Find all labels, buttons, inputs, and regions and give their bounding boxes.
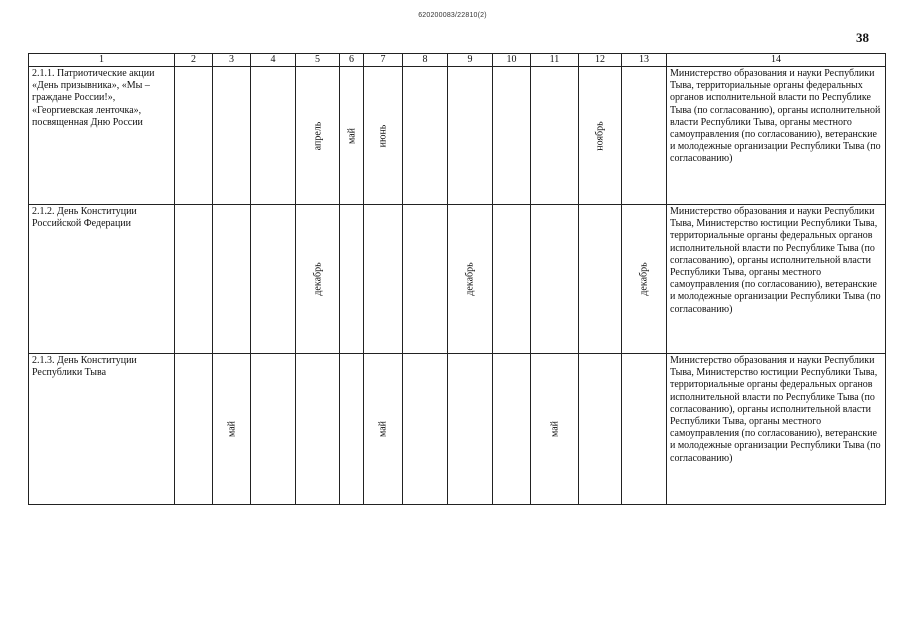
responsible-cell [667, 354, 886, 505]
month-label: май [377, 420, 389, 438]
column-number: 5 [296, 54, 340, 67]
column-number: 14 [667, 54, 886, 67]
month-cell [493, 205, 531, 354]
month-cell [622, 205, 667, 354]
event-cell [29, 205, 175, 354]
month-cell [340, 67, 364, 205]
month-label: декабрь [312, 262, 323, 296]
month-cell [296, 354, 340, 505]
month-cell [340, 205, 364, 354]
table-row [29, 354, 886, 505]
event-plan-table [28, 53, 886, 505]
event-name: 2.1.3. День Конституции Республики Тыва [32, 355, 137, 379]
month-cell [213, 205, 251, 354]
month-cell [448, 205, 493, 354]
month-cell [175, 205, 213, 354]
event-cell [29, 67, 175, 205]
month-cell [213, 354, 251, 505]
month-label: май [549, 420, 560, 438]
responsible-cell [667, 67, 886, 205]
column-number: 6 [340, 54, 364, 67]
responsible-text: Министерство образования и науки Республики Тыва, территориальные органы федеральных органов исполнительной власти по Республике Тыва (по согласованию), органы исполнительной власти Республики Тыва, органы местного самоуправления (по согласованию), ветеранские и молодежные организации Республики Тыва (по согласованию) [670, 68, 881, 165]
column-number: 3 [213, 54, 251, 67]
month-label: июнь [377, 124, 389, 147]
column-number: 1 [29, 54, 175, 67]
month-cell [622, 67, 667, 205]
month-cell [296, 67, 340, 205]
responsible-text: Министерство образования и науки Республики Тыва, Министерство юстиции Республики Тыва, территориальные органы федеральных органов исполнительной власти по Республике Тыва (по согласованию), органы исполнительной власти Республики Тыва, органы местного самоуправления (по согласованию), ветеранские и молодежные организации Республики Тыва (по согласованию) [670, 206, 881, 315]
month-cell [340, 354, 364, 505]
month-label: декабрь [638, 262, 650, 296]
table-row [29, 205, 886, 354]
responsible-text: Министерство образования и науки Республики Тыва, Министерство юстиции Республики Тыва, территориальные органы федеральных органов исполнительной власти по Республике Тыва (по согласованию), органы исполнительной власти Республики Тыва, органы местного самоуправления (по согласованию), ветеранские и молодежные организации Республики Тыва (по согласованию) [670, 355, 881, 464]
month-cell [448, 67, 493, 205]
month-cell [296, 205, 340, 354]
month-cell [493, 67, 531, 205]
column-number: 7 [364, 54, 403, 67]
month-cell [251, 205, 296, 354]
month-cell [579, 205, 622, 354]
month-cell [213, 67, 251, 205]
month-cell [531, 205, 579, 354]
month-label: май [226, 420, 237, 438]
month-cell [251, 354, 296, 505]
month-cell [493, 354, 531, 505]
month-label: апрель [312, 121, 323, 150]
column-number: 2 [175, 54, 213, 67]
month-cell [403, 354, 448, 505]
month-cell [175, 67, 213, 205]
column-number: 12 [579, 54, 622, 67]
table-row [29, 67, 886, 205]
month-cell [579, 67, 622, 205]
month-cell [579, 354, 622, 505]
month-label: декабрь [464, 262, 476, 296]
month-cell [531, 354, 579, 505]
responsible-cell [667, 205, 886, 354]
month-cell [364, 354, 403, 505]
column-number-row [29, 54, 886, 67]
month-cell [531, 67, 579, 205]
month-cell [448, 354, 493, 505]
month-cell [251, 67, 296, 205]
document-code: 620200083/22810(2) [418, 12, 487, 19]
event-name: 2.1.2. День Конституции Российской Федерации [32, 206, 137, 230]
column-number: 4 [251, 54, 296, 67]
event-name: 2.1.1. Патриотические акции «День призывника», «Мы – граждане России!», «Георгиевская ленточка», посвященная Дню России [32, 68, 155, 128]
month-label: ноябрь [594, 120, 606, 151]
column-number: 10 [493, 54, 531, 67]
column-number: 13 [622, 54, 667, 67]
column-number: 9 [448, 54, 493, 67]
month-label: май [346, 127, 357, 144]
page-number: 38 [856, 30, 869, 45]
event-cell [29, 354, 175, 505]
month-cell [175, 354, 213, 505]
month-cell [403, 205, 448, 354]
column-number: 11 [531, 54, 579, 67]
column-number: 8 [403, 54, 448, 67]
month-cell [364, 205, 403, 354]
month-cell [364, 67, 403, 205]
month-cell [403, 67, 448, 205]
month-cell [622, 354, 667, 505]
